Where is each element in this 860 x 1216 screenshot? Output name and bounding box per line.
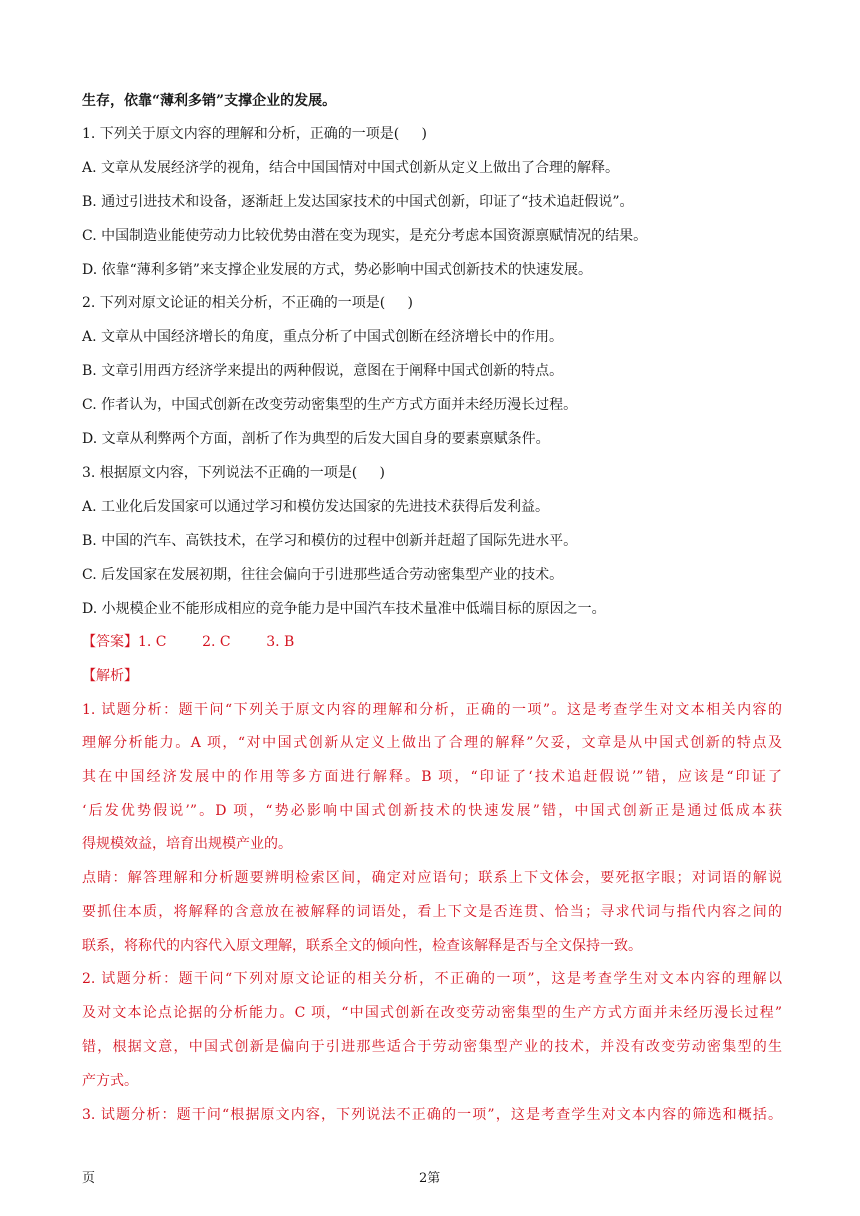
pointer-line-1: 点睛：解答理解和分析题要辨明检索区间，确定对应语句；联系上下文体会，要死抠字眼；对词语的解说	[82, 870, 782, 886]
analysis-3-line-1: 3. 试题分析：题干问“根据原文内容，下列说法不正确的一项”，这是考查学生对文本内容的筛选和概括。	[82, 1107, 782, 1123]
question-2-option-d: D. 文章从利弊两个方面，剖析了作为典型的后发大国自身的要素禀赋条件。	[82, 431, 550, 447]
analysis-2-line-2: 及对文本论点论据的分析能力。C 项，“中国式创新在改变劳动密集型的生产方式方面并未经历漫长过程”	[82, 1005, 782, 1021]
question-2-stem: 2. 下列对原文论证的相关分析，不正确的一项是( )	[82, 295, 413, 311]
pointer-line-2: 要抓住本质，将解释的含意放在被解释的词语处，看上下文是否连贯、恰当；寻求代词与指代内容之间的	[82, 904, 782, 920]
question-1-option-a: A. 文章从发展经济学的视角，结合中国国情对中国式创新从定义上做出了合理的解释。	[82, 160, 620, 176]
question-1-option-b: B. 通过引进技术和设备，逐渐赶上发达国家技术的中国式创新，印证了“技术追赶假说”。	[82, 194, 634, 210]
question-1-option-d: D. 依靠“薄利多销”来支撑企业发展的方式，势必影响中国式创新技术的快速发展。	[82, 262, 592, 278]
question-2-option-c: C. 作者认为，中国式创新在改变劳动密集型的生产方式方面并未经历漫长过程。	[82, 397, 578, 413]
question-1-option-c: C. 中国制造业能使劳动力比较优势由潜在变为现实，是充分考虑本国资源禀赋情况的结果。	[82, 228, 648, 244]
analysis-2-line-3: 错，根据文意，中国式创新是偏向于引进那些适合于劳动密集型产业的技术，并没有改变劳动密集型的生	[82, 1039, 782, 1055]
question-3-stem: 3. 根据原文内容，下列说法不正确的一项是( )	[82, 465, 385, 481]
question-1-stem: 1. 下列关于原文内容的理解和分析，正确的一项是( )	[82, 126, 427, 142]
analysis-label: 【解析】	[82, 668, 138, 684]
answer-text: 1. C 2. C 3. B	[138, 634, 295, 650]
question-3-option-a: A. 工业化后发国家可以通过学习和模仿发达国家的先进技术获得后发利益。	[82, 499, 550, 515]
continuation-text: 生存，依靠“薄利多销”支撑企业的发展。	[82, 93, 337, 109]
analysis-line-1: 1. 试题分析：题干问“下列关于原文内容的理解和分析，正确的一项”。这是考查学生对文本相关内容的	[82, 702, 782, 718]
footer-page-number: 2第	[419, 1171, 441, 1186]
analysis-2-line-4: 产方式。	[82, 1073, 138, 1089]
question-3-option-c: C. 后发国家在发展初期，往往会偏向于引进那些适合劳动密集型产业的技术。	[82, 567, 564, 583]
answer-line	[82, 632, 782, 652]
pointer-line-3: 联系，将称代的内容代入原文理解，联系全文的倾向性，检查该解释是否与全文保持一致。	[82, 938, 642, 954]
analysis-line-4: ‘后发优势假说’”。D 项，“势必影响中国式创新技术的快速发展”错，中国式创新正是通过低成本获	[82, 803, 782, 819]
answer-label: 【答案】	[82, 634, 138, 650]
footer-page-label: 页	[82, 1171, 96, 1186]
analysis-2-line-1: 2. 试题分析：题干问“下列对原文论证的相关分析，不正确的一项”，这是考查学生对文本内容的理解以	[82, 971, 782, 987]
question-2-option-b: B. 文章引用西方经济学来提出的两种假说，意图在于阐释中国式创新的特点。	[82, 363, 564, 379]
question-3-option-d: D. 小规模企业不能形成相应的竞争能力是中国汽车技术量准中低端目标的原因之一。	[82, 601, 606, 617]
question-3-option-b: B. 中国的汽车、高铁技术，在学习和模仿的过程中创新并赶超了国际先进水平。	[82, 533, 578, 549]
analysis-line-2: 理解分析能力。A 项，“对中国式创新从定义上做出了合理的解释”欠妥，文章是从中国式创新的特点及	[82, 735, 782, 751]
analysis-line-5: 得规模效益，培育出规模产业的。	[82, 836, 292, 852]
analysis-line-3: 其在中国经济发展中的作用等多方面进行解释。B 项，“印证了‘技术追赶假说’”错，应该是“印证了	[82, 769, 782, 785]
question-2-option-a: A. 文章从中国经济增长的角度，重点分析了中国式创断在经济增长中的作用。	[82, 329, 564, 345]
